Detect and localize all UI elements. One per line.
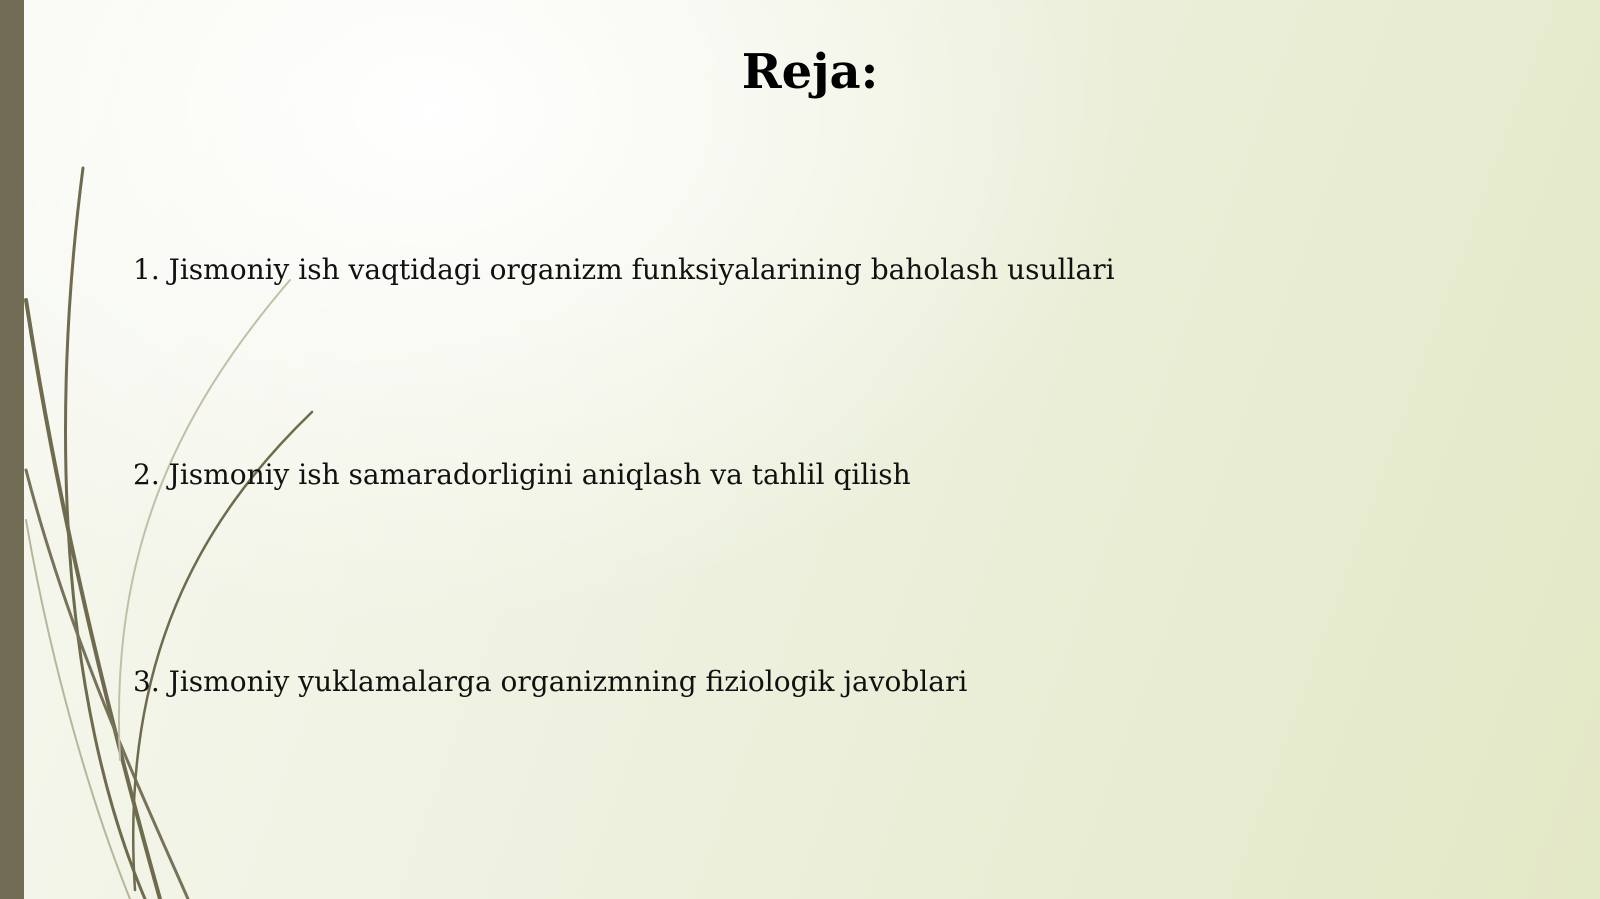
plan-item-1: 1. Jismoniy ish vaqtidagi organizm funksiyalarining baholash usullari <box>133 253 1115 286</box>
slide-title: Reja: <box>741 44 879 100</box>
plan-item-3: 3. Jismoniy yuklamalarga organizmning fiziologik javoblari <box>133 665 968 698</box>
plan-item-2: 2. Jismoniy ish samaradorligini aniqlash va tahlil qilish <box>133 458 911 491</box>
